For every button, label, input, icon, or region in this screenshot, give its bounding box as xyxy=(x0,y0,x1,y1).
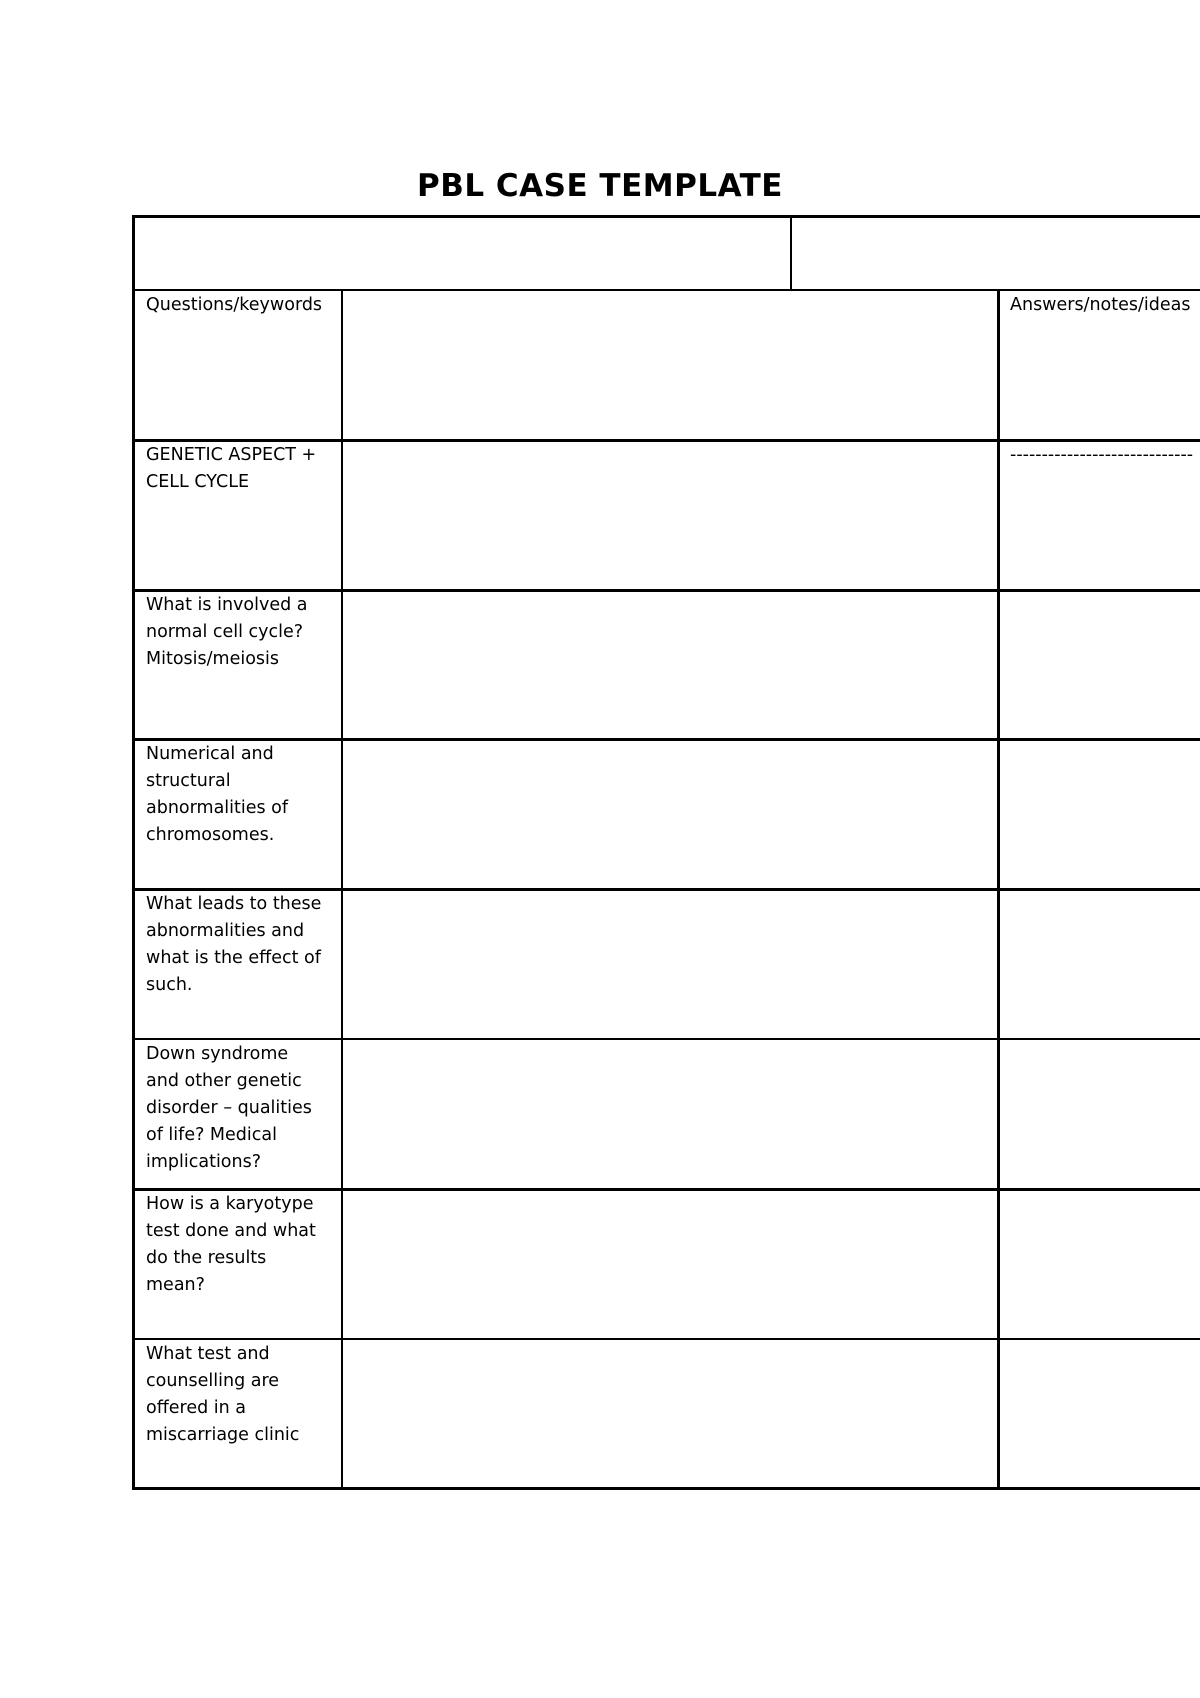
answer-cell[interactable]: ----------------------------- xyxy=(1010,445,1194,465)
notes-cell[interactable] xyxy=(343,741,997,888)
question-cell: What leads to these abnormalities and what is the effect of such. xyxy=(146,894,322,995)
question-cell: How is a karyotype test done and what do the results mean? xyxy=(146,1194,316,1295)
notes-cell[interactable] xyxy=(343,592,997,738)
row-divider xyxy=(132,289,1200,291)
table-border-bottom xyxy=(132,1487,1200,1490)
question-cell: Numerical and structural abnormalities of chromosomes. xyxy=(146,744,289,845)
question-cell: What test and counselling are offered in a miscarriage clinic xyxy=(146,1344,300,1445)
questions-header: Questions/keywords xyxy=(146,295,323,315)
table-border-left xyxy=(132,215,135,1490)
column-divider xyxy=(997,289,1000,1489)
notes-cell[interactable] xyxy=(343,442,997,589)
question-cell: What is involved a normal cell cycle? Mitosis/meiosis xyxy=(146,595,308,669)
answers-header: Answers/notes/ideas xyxy=(1010,295,1191,315)
notes-cell[interactable] xyxy=(343,1040,997,1188)
header-left-cell[interactable] xyxy=(135,218,790,289)
notes-cell[interactable] xyxy=(343,891,997,1038)
question-cell: GENETIC ASPECT + CELL CYCLE xyxy=(146,445,317,492)
header-right-cell[interactable] xyxy=(792,218,1200,289)
question-cell: Down syndrome and other genetic disorder – qualities of life? Medical implications? xyxy=(146,1044,312,1172)
notes-cell[interactable] xyxy=(343,1340,997,1487)
notes-cell[interactable] xyxy=(343,1191,997,1338)
page-title: PBL CASE TEMPLATE xyxy=(417,168,783,204)
